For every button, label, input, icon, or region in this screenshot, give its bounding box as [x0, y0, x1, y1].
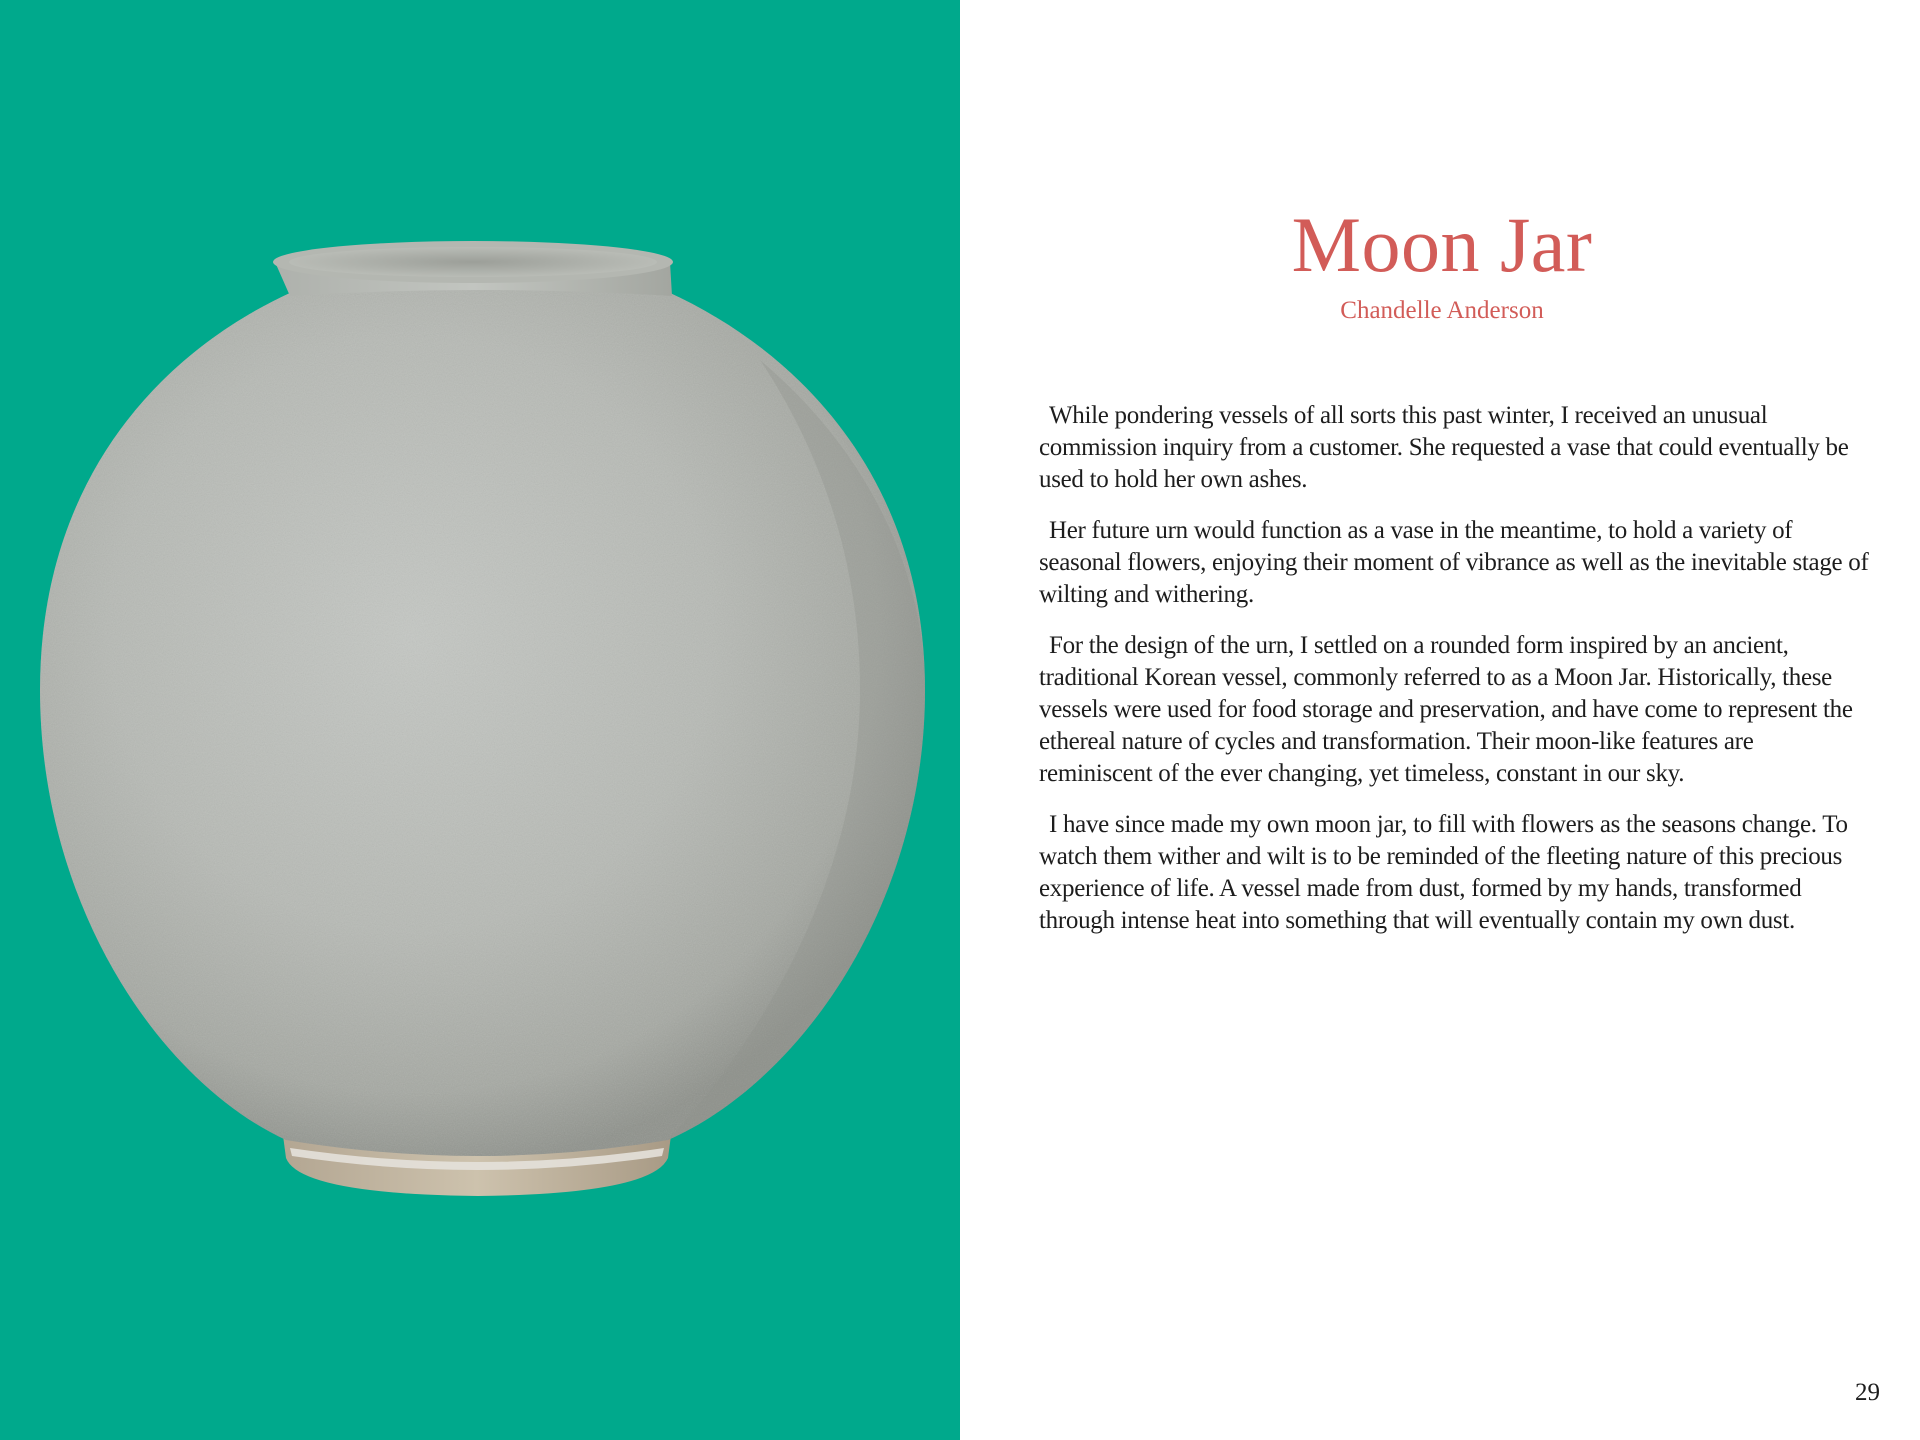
- article-title: Moon Jar: [1291, 201, 1593, 288]
- page-number: 29: [1855, 1379, 1880, 1406]
- body-paragraph: While pondering vessels of all sorts this past winter, I received an unusual commission inquiry from a customer. She requested a vase that could eventually be used to hold her own ashes.: [1039, 402, 1849, 493]
- body-paragraph: For the design of the urn, I settled on a rounded form inspired by an ancient, traditional Korean vessel, commonly referred to as a Moon Jar. Historically, these vessels were used for food storage and preservation, and have come to represent the ethereal nature of cycles and transformation. Their moon-like features are reminiscent of the ever changing, yet timeless, constant in our sky.: [1039, 632, 1853, 787]
- body-paragraph: Her future urn would function as a vase in the meantime, to hold a variety of seasonal flowers, enjoying their moment of vibrance as well as the inevitable stage of wilting and withering.: [1039, 517, 1869, 608]
- text-page: [960, 0, 1920, 1440]
- jar-mouth: [289, 247, 657, 277]
- article-body: [1039, 400, 1869, 956]
- body-paragraph: I have since made my own moon jar, to fill with flowers as the seasons change. To watch them wither and wilt is to be reminded of the fleeting nature of this precious experience of life. A vessel made from dust, formed by my hands, transformed through intense heat into something that will eventually contain my own dust.: [1039, 811, 1848, 934]
- article-author: Chandelle Anderson: [1340, 297, 1544, 324]
